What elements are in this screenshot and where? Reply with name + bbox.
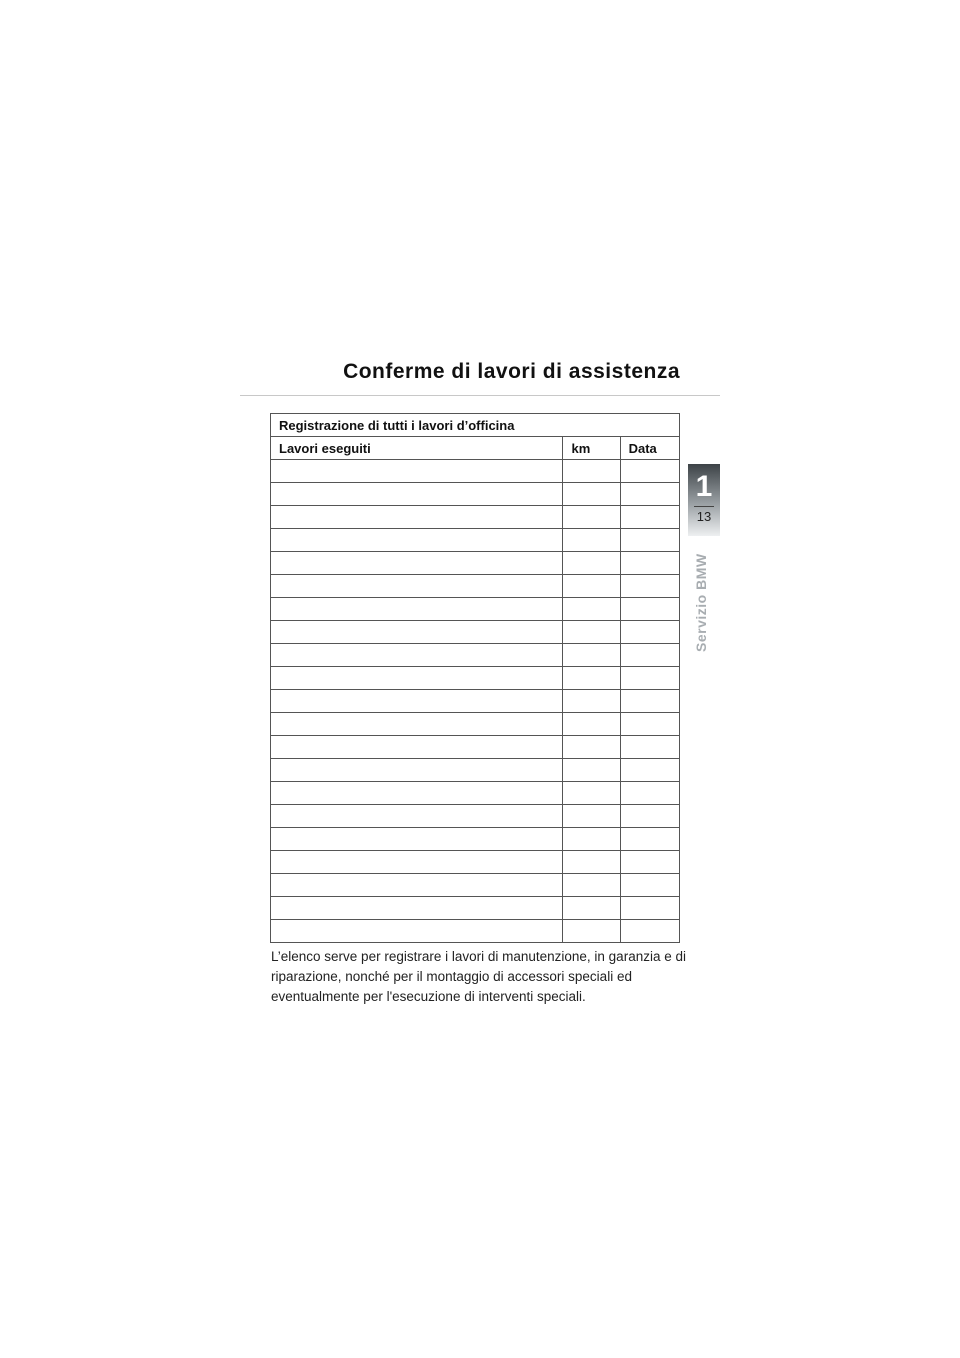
cell-work [271, 851, 563, 874]
cell-km [563, 920, 620, 943]
cell-date [620, 529, 679, 552]
table-row [271, 506, 680, 529]
table-heading: Registrazione di tutti i lavori d’officina [271, 414, 680, 437]
cell-date [620, 598, 679, 621]
cell-km [563, 667, 620, 690]
column-header-km: km [563, 437, 620, 460]
cell-work [271, 874, 563, 897]
table-row [271, 805, 680, 828]
cell-km [563, 713, 620, 736]
cell-date [620, 828, 679, 851]
table-row [271, 667, 680, 690]
cell-work [271, 713, 563, 736]
cell-work [271, 897, 563, 920]
cell-km [563, 782, 620, 805]
table-row [271, 690, 680, 713]
cell-work [271, 529, 563, 552]
cell-km [563, 621, 620, 644]
table-row [271, 897, 680, 920]
section-side-label: Servizio BMW [693, 553, 709, 652]
cell-date [620, 782, 679, 805]
cell-date [620, 483, 679, 506]
column-header-row [271, 437, 680, 460]
cell-date [620, 897, 679, 920]
cell-km [563, 460, 620, 483]
cell-work [271, 782, 563, 805]
column-header-date: Data [620, 437, 679, 460]
cell-date [620, 805, 679, 828]
cell-date [620, 506, 679, 529]
cell-km [563, 552, 620, 575]
table-row [271, 736, 680, 759]
chapter-divider [694, 506, 714, 507]
caption-text: L’elenco serve per registrare i lavori di manutenzione, in garanzia e di riparazione, nonché per il montaggio di accessori speciali ed eventualmente per l'esecuzione di interventi speciali. [271, 949, 686, 1004]
table-row [271, 874, 680, 897]
cell-work [271, 644, 563, 667]
cell-date [620, 874, 679, 897]
cell-work [271, 690, 563, 713]
table-row [271, 851, 680, 874]
cell-date [620, 690, 679, 713]
table-row [271, 621, 680, 644]
cell-km [563, 575, 620, 598]
cell-work [271, 828, 563, 851]
cell-km [563, 506, 620, 529]
cell-work [271, 805, 563, 828]
cell-work [271, 575, 563, 598]
cell-date [620, 644, 679, 667]
service-log-table [270, 413, 680, 943]
cell-km [563, 759, 620, 782]
cell-date [620, 621, 679, 644]
cell-date [620, 759, 679, 782]
cell-km [563, 736, 620, 759]
table-row [271, 920, 680, 943]
cell-km [563, 828, 620, 851]
cell-work [271, 920, 563, 943]
table-row [271, 782, 680, 805]
cell-date [620, 460, 679, 483]
cell-km [563, 690, 620, 713]
table-row [271, 598, 680, 621]
cell-km [563, 897, 620, 920]
table-body [271, 460, 680, 943]
cell-date [620, 713, 679, 736]
cell-work [271, 598, 563, 621]
table-row [271, 828, 680, 851]
cell-km [563, 598, 620, 621]
cell-work [271, 506, 563, 529]
table-row [271, 713, 680, 736]
chapter-number: 1 [695, 470, 713, 503]
cell-date [620, 851, 679, 874]
chapter-tab [688, 464, 720, 536]
cell-work [271, 552, 563, 575]
column-header-work: Lavori eseguiti [271, 437, 563, 460]
cell-date [620, 575, 679, 598]
cell-km [563, 529, 620, 552]
page-number: 13 [696, 509, 712, 524]
cell-work [271, 736, 563, 759]
cell-work [271, 483, 563, 506]
title-divider [240, 395, 720, 396]
cell-work [271, 621, 563, 644]
cell-km [563, 644, 620, 667]
cell-date [620, 736, 679, 759]
cell-date [620, 667, 679, 690]
cell-work [271, 759, 563, 782]
cell-km [563, 483, 620, 506]
cell-date [620, 552, 679, 575]
table-row [271, 483, 680, 506]
cell-work [271, 667, 563, 690]
table-row [271, 644, 680, 667]
cell-work [271, 460, 563, 483]
cell-km [563, 874, 620, 897]
table-row [271, 759, 680, 782]
cell-km [563, 851, 620, 874]
table-row [271, 575, 680, 598]
cell-km [563, 805, 620, 828]
page-title: Conferme di lavori di assistenza [343, 360, 680, 383]
table-row [271, 552, 680, 575]
table-heading-row [271, 414, 680, 437]
cell-date [620, 920, 679, 943]
table-row [271, 529, 680, 552]
table-row [271, 460, 680, 483]
